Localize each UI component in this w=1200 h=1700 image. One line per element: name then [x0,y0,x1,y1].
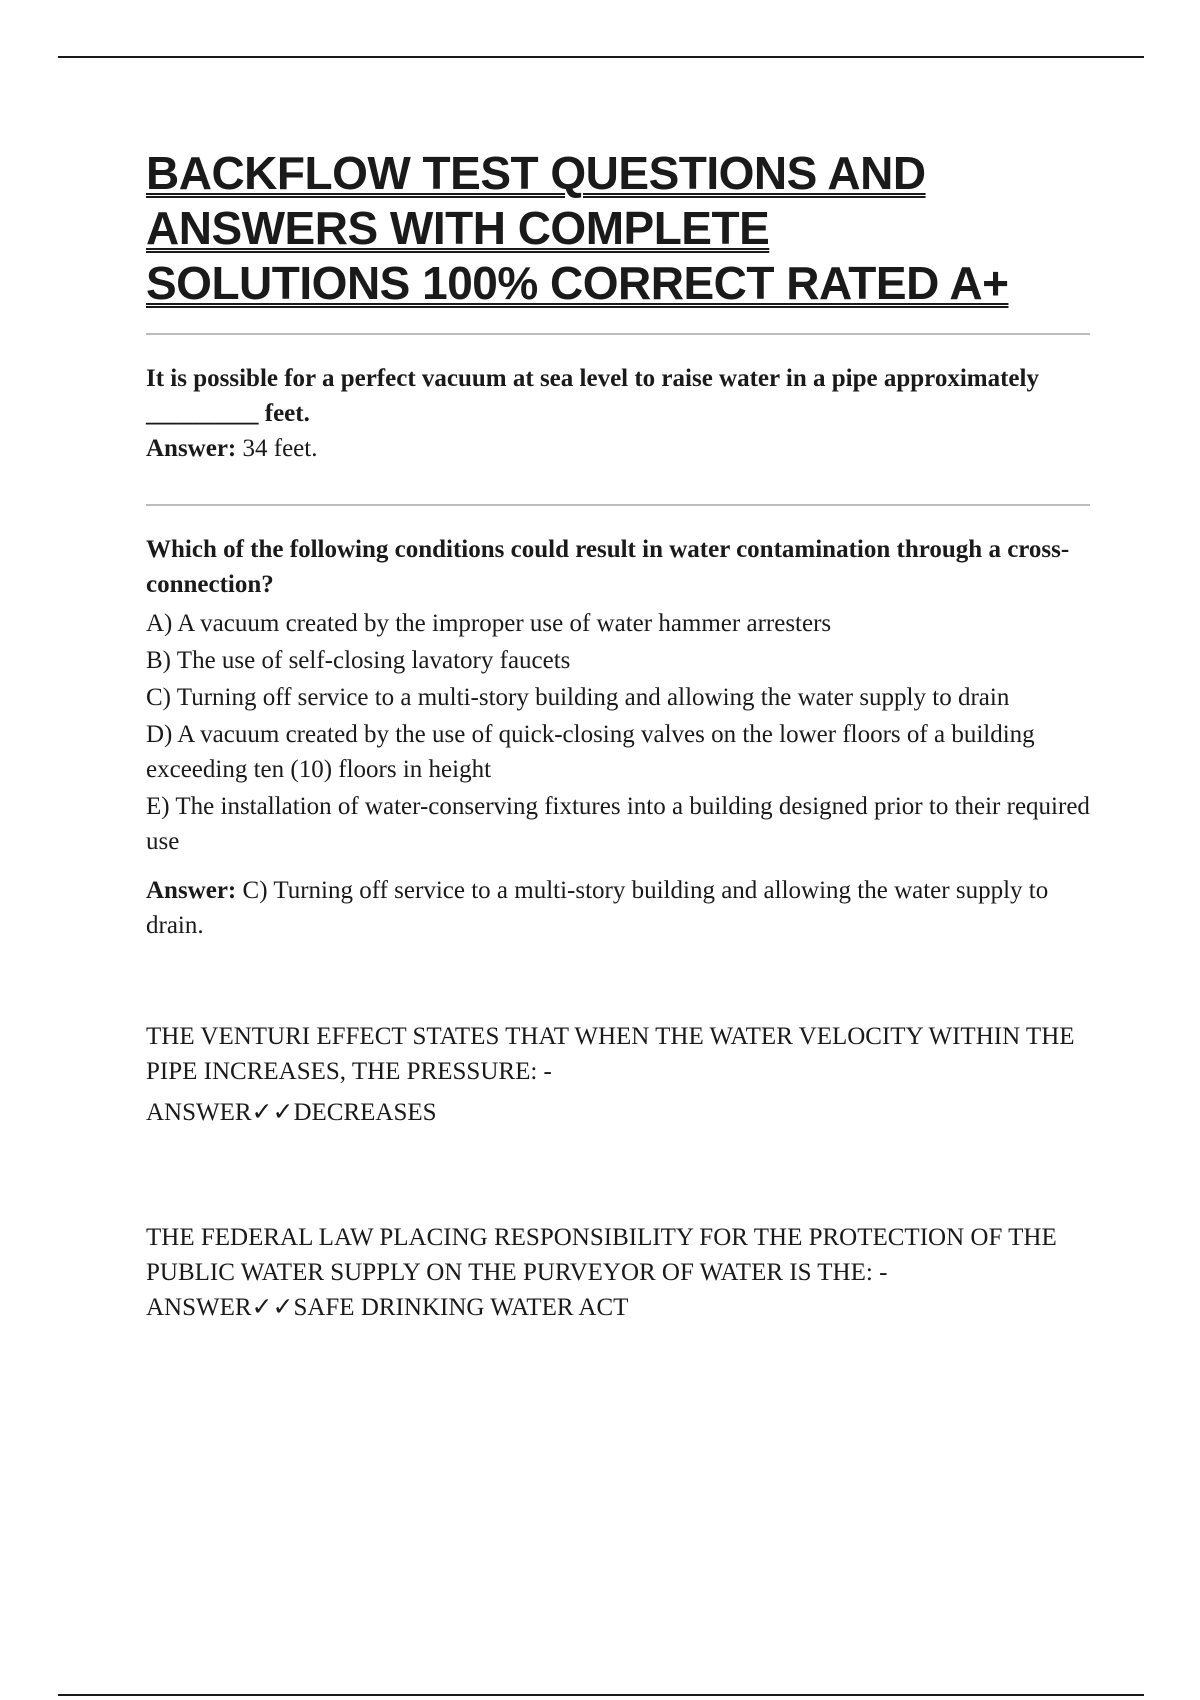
question-text: Which of the following conditions could result in water contamination through a cross-connection? [146,536,1070,598]
qa-item-3 [146,1019,1092,1130]
title-line-2: ANSWERS WITH COMPLETE [146,202,770,254]
answer-label: Answer: [146,877,237,904]
page-top-rule [58,56,1144,58]
document-content [146,146,1092,1325]
answer-text: C) Turning off service to a multi-story building and allowing the water supply to drain. [146,877,1049,939]
option-d: D) A vacuum created by the use of quick-closing valves on the lower floors of a building exceeding ten (10) floors in height [146,721,1035,783]
answer-options-list [146,606,1092,859]
answer-text: ANSWER✓✓DECREASES [146,1099,437,1126]
section-divider [146,333,1090,335]
page-bottom-rule [58,1694,1144,1696]
option-e: E) The installation of water-conserving fixtures into a building designed prior to their required use [146,793,1090,855]
answer-line [146,873,1092,943]
answer-text: 34 feet. [236,435,318,462]
question-text: THE VENTURI EFFECT STATES THAT WHEN THE WATER VELOCITY WITHIN THE PIPE INCREASES, THE PRESSURE: - [146,1023,1075,1085]
document-title [146,146,1092,311]
option-b: B) The use of self-closing lavatory faucets [146,647,571,674]
answer-label: Answer: [146,435,237,462]
qa-item-4 [146,1220,1092,1325]
title-line-3: SOLUTIONS 100% CORRECT RATED A+ [146,257,1009,309]
option-a: A) A vacuum created by the improper use of water hammer arresters [146,610,832,637]
section-divider [146,504,1090,506]
answer-line [146,431,1092,466]
question-text: THE FEDERAL LAW PLACING RESPONSIBILITY FOR THE PROTECTION OF THE PUBLIC WATER SUPPLY ON THE PURVEYOR OF WATER IS THE: - [146,1224,1057,1286]
qa-item-1 [146,361,1092,466]
option-c: C) Turning off service to a multi-story building and allowing the water supply to drain [146,684,1010,711]
question-text: It is possible for a perfect vacuum at sea level to raise water in a pipe approximately _________ feet. [146,365,1039,427]
title-line-1: BACKFLOW TEST QUESTIONS AND [146,147,926,199]
answer-text: ANSWER✓✓SAFE DRINKING WATER ACT [146,1294,629,1321]
qa-item-2 [146,532,1092,943]
